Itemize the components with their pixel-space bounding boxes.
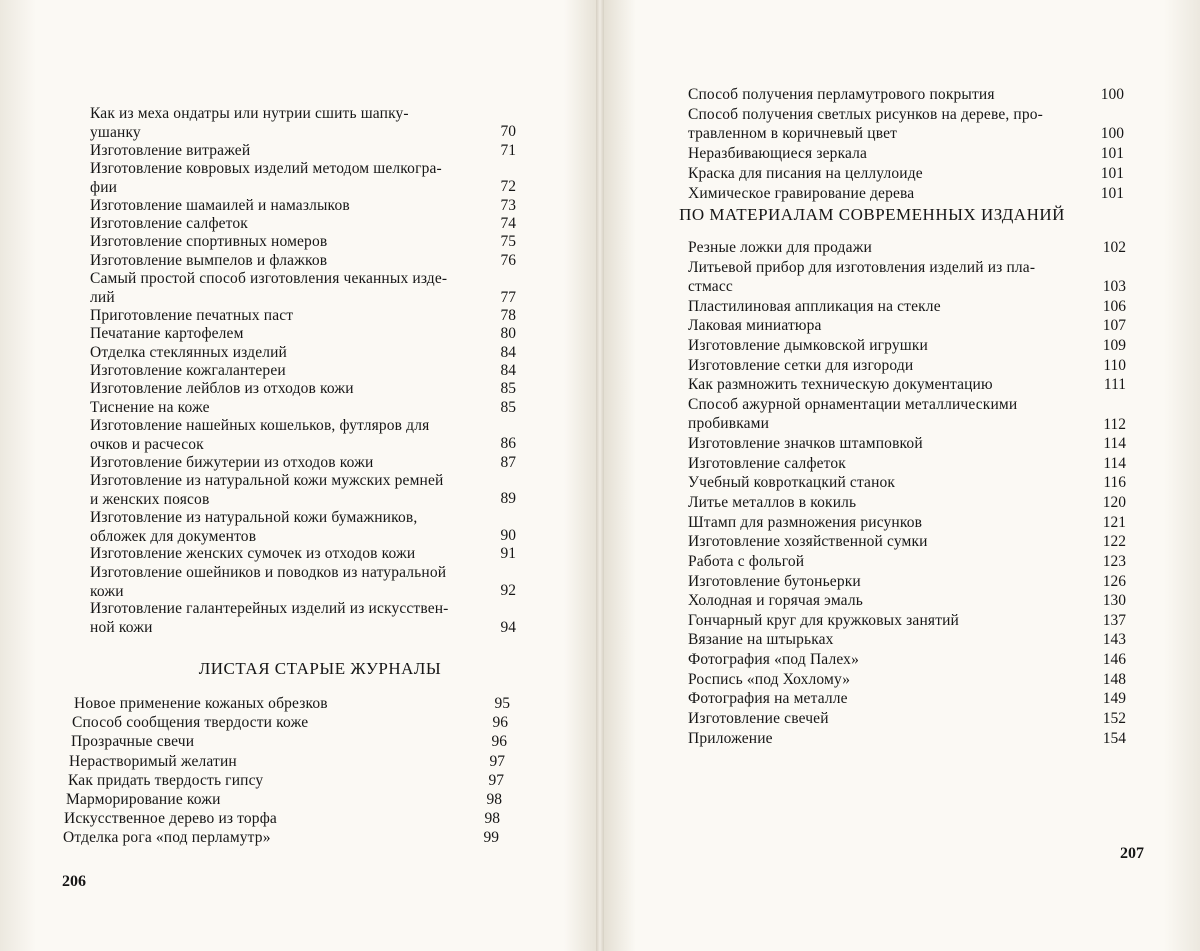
toc-entry-page: 103 <box>1102 278 1126 296</box>
toc-entry <box>90 141 470 160</box>
toc-entry-title: Неразбивающиеся зеркала <box>688 145 868 163</box>
toc-entry <box>69 752 429 771</box>
toc-entry-page: 76 <box>500 251 516 269</box>
toc-entry-page: 78 <box>500 306 516 324</box>
toc-entry-title: обложек для документов <box>90 527 257 545</box>
toc-entry <box>688 336 1068 355</box>
toc-entry-page: 114 <box>1103 435 1126 453</box>
toc-entry-title: ной кожи <box>90 619 153 637</box>
toc-entry-page: 116 <box>1103 474 1126 492</box>
toc-entry-page: 71 <box>500 141 516 159</box>
toc-entry-page: 100 <box>1100 86 1124 103</box>
toc-entry <box>688 85 1068 104</box>
toc-entry-page: 146 <box>1102 651 1126 669</box>
toc-entry-page: 154 <box>1102 729 1126 747</box>
left-page-number: 206 <box>62 873 86 890</box>
toc-entry <box>688 670 1068 689</box>
toc-entry-page: 97 <box>488 771 504 789</box>
toc-entry <box>688 611 1068 630</box>
toc-entry-title: Пластилиновая аппликация на стекле <box>688 297 941 315</box>
toc-entry <box>688 709 1068 728</box>
toc-entry-title: Штамп для размножения рисунков <box>688 513 923 531</box>
right-page <box>602 0 1200 951</box>
toc-entry <box>90 196 470 215</box>
toc-entry-title: и женских поясов <box>90 491 210 508</box>
toc-entry-title: Изготовление нашейных кошельков, футляров для <box>90 416 430 434</box>
toc-entry <box>90 214 470 233</box>
toc-entry <box>688 552 1068 571</box>
toc-entry-title: Искусственное дерево из торфа <box>64 810 277 828</box>
toc-entry-page: 110 <box>1103 356 1126 374</box>
toc-entry-title: Приложение <box>688 729 773 747</box>
toc-entry-page: 96 <box>491 733 507 751</box>
toc-entry <box>90 343 470 362</box>
toc-entry <box>688 297 1068 316</box>
toc-entry <box>90 508 470 546</box>
toc-entry-page: 114 <box>1103 454 1126 472</box>
toc-entry-title: Изготовление из натуральной кожи мужских ремней <box>90 472 444 489</box>
toc-entry <box>90 269 470 307</box>
toc-entry-title: лий <box>90 289 115 307</box>
toc-entry-page: 112 <box>1103 415 1126 433</box>
toc-entry <box>688 164 1068 183</box>
toc-entry <box>90 471 470 509</box>
toc-entry-title: Прозрачные свечи <box>71 733 195 751</box>
toc-entry-page: 148 <box>1102 670 1126 688</box>
toc-entry-title: Отделка стеклянных изделий <box>90 343 287 361</box>
toc-entry-title: Роспись «под Хохлому» <box>688 670 851 688</box>
toc-entry <box>63 828 423 847</box>
toc-entry-title: Химическое гравирование дерева <box>688 184 915 202</box>
toc-entry-page: 98 <box>484 810 500 828</box>
toc-entry-page: 73 <box>500 196 516 214</box>
toc-entry <box>74 694 434 713</box>
toc-entry <box>71 732 431 751</box>
toc-entry-title: Изготовление дымковской игрушки <box>688 337 928 355</box>
toc-entry-title: Марморирование кожи <box>66 791 221 808</box>
toc-entry-page: 107 <box>1102 317 1126 335</box>
toc-entry-page: 89 <box>500 490 516 508</box>
toc-entry-title: Изготовление витражей <box>90 141 251 159</box>
toc-entry-title: Изготовление спортивных номеров <box>90 233 328 251</box>
toc-entry-title: кожи <box>90 582 124 600</box>
toc-entry-page: 122 <box>1102 533 1126 551</box>
left-section-title: ЛИСТАЯ СТАРЫЕ ЖУРНАЛЫ <box>198 659 442 678</box>
toc-entry <box>688 473 1068 492</box>
toc-entry-page: 70 <box>500 123 516 141</box>
toc-entry-title: Изготовление шамаилей и намазлыков <box>90 196 350 214</box>
toc-entry-page: 109 <box>1102 337 1126 355</box>
toc-entry-title: Нерастворимый желатин <box>69 752 237 770</box>
toc-entry-page: 99 <box>483 829 499 847</box>
toc-entry <box>688 316 1068 335</box>
toc-entry-title: Изготовление бижутерии из отходов кожи <box>90 453 374 471</box>
toc-entry-page: 152 <box>1102 709 1126 727</box>
toc-entry-page: 94 <box>500 618 516 636</box>
toc-entry <box>688 630 1068 649</box>
toc-entry-page: 95 <box>494 695 510 712</box>
toc-entry-page: 91 <box>500 545 516 563</box>
toc-entry-page: 75 <box>500 233 516 251</box>
toc-entry <box>90 361 470 380</box>
toc-entry-page: 143 <box>1102 631 1126 649</box>
toc-entry-page: 126 <box>1102 572 1126 590</box>
toc-entry-title: Изготовление ковровых изделий методом шелкогра- <box>90 160 442 178</box>
toc-entry-page: 97 <box>489 752 505 770</box>
toc-entry-title: Изготовление женских сумочек из отходов кожи <box>90 545 416 563</box>
toc-entry <box>688 144 1068 163</box>
toc-entry-title: Изготовление кожгалантереи <box>90 361 286 379</box>
toc-entry-page: 149 <box>1102 690 1126 708</box>
toc-entry-page: 74 <box>500 215 516 233</box>
toc-entry <box>688 184 1068 203</box>
toc-entry-title: Вязание на штырьках <box>688 631 834 649</box>
toc-entry <box>688 650 1068 669</box>
toc-entry <box>90 453 470 472</box>
toc-entry-title: Изготовление из натуральной кожи бумажников, <box>90 508 418 526</box>
toc-entry-title: Изготовление сетки для изгороди <box>688 356 914 374</box>
toc-entry-page: 84 <box>500 361 516 379</box>
toc-entry-title: Гончарный круг для кружковых занятий <box>688 611 960 629</box>
toc-entry-title: Изготовление вымпелов и флажков <box>90 251 328 269</box>
toc-entry-page: 87 <box>500 453 516 471</box>
toc-entry-page: 102 <box>1102 239 1126 256</box>
left-page <box>0 0 598 951</box>
toc-entry-page: 80 <box>500 325 516 343</box>
toc-entry-page: 96 <box>492 714 508 732</box>
toc-entry <box>90 563 470 601</box>
toc-entry <box>90 599 470 637</box>
toc-entry-title: Самый простой способ изготовления чеканных изде- <box>90 270 448 288</box>
toc-entry <box>688 493 1068 512</box>
toc-entry-page: 100 <box>1100 125 1124 143</box>
toc-entry-title: Изготовление значков штамповкой <box>688 435 923 453</box>
toc-entry <box>90 306 470 325</box>
toc-entry <box>64 809 424 828</box>
toc-entry-title: пробивками <box>688 414 770 432</box>
toc-entry <box>90 104 470 142</box>
toc-entry-page: 101 <box>1100 164 1124 182</box>
toc-entry-title: Приготовление печатных паст <box>90 306 294 324</box>
toc-entry <box>90 544 470 563</box>
toc-entry <box>688 513 1068 532</box>
toc-entry-page: 72 <box>500 178 516 196</box>
toc-entry-title: Печатание картофелем <box>90 325 244 343</box>
toc-entry-title: Учебный ковроткацкий станок <box>688 474 896 492</box>
toc-entry-page: 90 <box>500 527 516 545</box>
toc-entry-title: Литьевой прибор для изготовления изделий из пла- <box>688 258 1036 276</box>
toc-entry-page: 86 <box>500 435 516 453</box>
toc-entry-title: Изготовление салфеток <box>90 215 248 233</box>
toc-entry-title: Отделка рога «под перламутр» <box>63 829 271 847</box>
toc-entry-page: 85 <box>500 398 516 416</box>
toc-entry-title: Холодная и горячая эмаль <box>688 592 863 610</box>
toc-entry-title: Как размножить техническую документацию <box>688 376 993 394</box>
toc-entry-title: Изготовление хозяйственной сумки <box>688 533 928 551</box>
toc-entry-title: Фотография «под Палех» <box>688 651 859 669</box>
toc-entry <box>90 398 470 417</box>
toc-entry-title: Литье металлов в кокиль <box>688 494 857 512</box>
toc-entry <box>68 771 428 790</box>
toc-entry <box>688 105 1068 143</box>
toc-entry-title: Лаковая миниатюра <box>688 317 822 335</box>
toc-entry <box>688 238 1068 257</box>
toc-entry-title: Изготовление галантерейных изделий из искусствен- <box>90 600 449 618</box>
toc-entry-title: Изготовление салфеток <box>688 454 846 472</box>
toc-entry-title: Как придать твердость гипсу <box>68 771 264 789</box>
toc-entry-page: 85 <box>500 380 516 398</box>
toc-entry-title: Способ получения перламутрового покрытия <box>688 86 995 103</box>
toc-entry-page: 111 <box>1103 376 1126 394</box>
toc-entry-title: Краска для писания на целлулоиде <box>688 164 923 182</box>
toc-entry <box>688 258 1068 296</box>
toc-entry-page: 137 <box>1102 611 1126 629</box>
toc-entry <box>688 375 1068 394</box>
toc-entry <box>90 159 470 197</box>
toc-entry <box>688 356 1068 375</box>
toc-entry-page: 101 <box>1100 184 1124 202</box>
toc-entry-title: Способ ажурной орнаментации металлическими <box>688 395 1018 413</box>
toc-entry-title: фии <box>90 179 118 197</box>
toc-entry-title: Изготовление бутоньерки <box>688 572 861 590</box>
toc-entry-page: 92 <box>500 582 516 600</box>
toc-entry-title: Резные ложки для продажи <box>688 239 872 256</box>
toc-entry <box>72 713 432 732</box>
toc-entry-page: 106 <box>1102 297 1126 315</box>
toc-entry-title: травленном в коричневый цвет <box>688 124 898 142</box>
right-section-title: ПО МАТЕРИАЛАМ СОВРЕМЕННЫХ ИЗДАНИЙ <box>679 205 1065 224</box>
toc-entry-title: Изготовление ошейников и поводков из натуральной <box>90 563 447 581</box>
toc-entry-page: 84 <box>500 343 516 361</box>
toc-entry-page: 130 <box>1102 592 1126 610</box>
toc-entry <box>688 395 1068 433</box>
toc-entry <box>688 729 1068 748</box>
toc-entry-title: Способ получения светлых рисунков на дереве, про- <box>688 105 1043 123</box>
toc-entry <box>90 324 470 343</box>
toc-entry <box>90 416 470 454</box>
toc-entry-title: Изготовление лейблов из отходов кожи <box>90 380 354 398</box>
toc-entry <box>688 572 1068 591</box>
toc-entry-title: Работа с фольгой <box>688 552 805 570</box>
toc-entry-page: 77 <box>500 288 516 306</box>
toc-entry <box>688 689 1068 708</box>
toc-entry-title: очков и расчесок <box>90 435 204 453</box>
toc-entry-title: Способ сообщения твердости коже <box>72 714 309 732</box>
toc-entry <box>90 251 470 270</box>
toc-entry-title: Как из меха ондатры или нутрии сшить шапку- <box>90 105 409 122</box>
toc-entry <box>90 232 470 251</box>
toc-entry-title: Тиснение на коже <box>90 398 210 416</box>
toc-entry-page: 101 <box>1100 145 1124 163</box>
toc-entry <box>688 434 1068 453</box>
toc-entry-title: Фотография на металле <box>688 690 848 708</box>
right-page-number: 207 <box>1120 845 1144 862</box>
toc-entry-page: 121 <box>1102 513 1126 531</box>
toc-entry-title: Новое применение кожаных обрезков <box>74 695 328 712</box>
toc-entry <box>66 790 426 809</box>
toc-entry-title: стмасс <box>688 277 733 295</box>
toc-entry <box>90 379 470 398</box>
toc-entry-title: Изготовление свечей <box>688 709 829 727</box>
toc-entry <box>688 591 1068 610</box>
toc-entry-page: 120 <box>1102 494 1126 512</box>
toc-entry-title: ушанку <box>90 124 141 141</box>
toc-entry <box>688 454 1068 473</box>
toc-entry-page: 98 <box>486 791 502 808</box>
toc-entry <box>688 532 1068 551</box>
toc-entry-page: 123 <box>1102 552 1126 570</box>
